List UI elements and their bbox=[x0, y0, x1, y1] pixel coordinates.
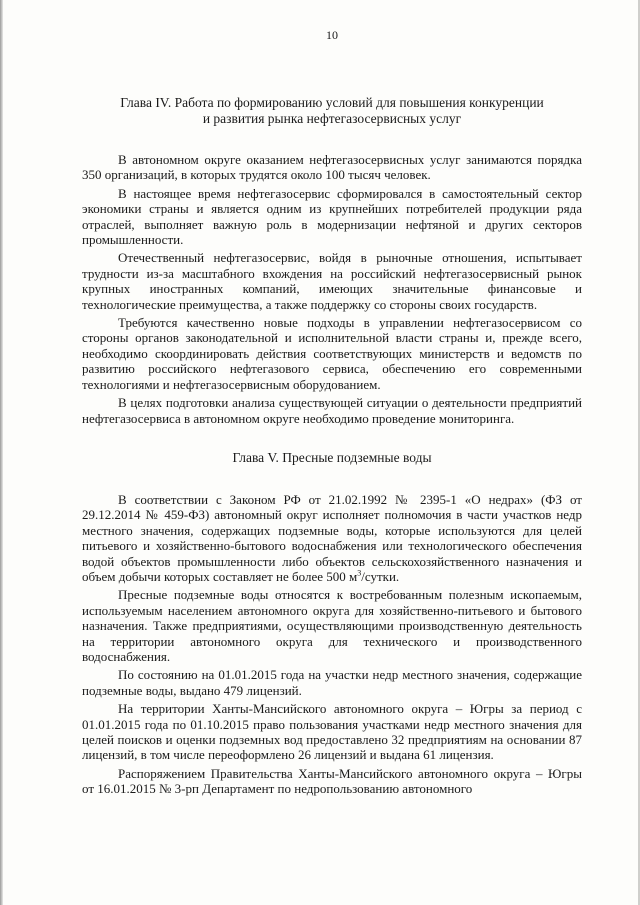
page-number: 10 bbox=[326, 28, 338, 42]
chapter-4-paragraph: В целях подготовки анализа существующей ситуации о деятельности предприятий нефтегазосервиса в автономном округе необходимо проведение мониторинга. bbox=[82, 395, 582, 426]
chapter-4-paragraph: Отечественный нефтегазосервис, войдя в рыночные отношения, испытывает трудности из-за масштабного вхождения на российский нефтегазосервисный рынок крупных иностранных компаний, имеющих значительные финансовые и технологические преимущества, а также поддержку со стороны своих государств. bbox=[82, 250, 582, 312]
law-paragraph-tail: /сутки. bbox=[361, 568, 400, 584]
chapter-5-title: Глава V. Пресные подземные воды bbox=[232, 449, 432, 465]
chapter-4-paragraph: В настоящее время нефтегазосервис сформировался в самостоятельный сектор экономики страны и является одним из крупнейших потребителей продукции ряда отраслей, выполняет важную роль в модернизации нефтяной и других секторов промышленности. bbox=[82, 185, 582, 248]
cubic-superscript: 3 bbox=[357, 568, 362, 578]
chapter-5-paragraph: Пресные подземные воды относятся к востребованным полезным ископаемым, используемым населением автономного округа для хозяйственно-питьевого и бытового назначения. Также предприятиями, осуществляющими производственную деятельность на территории автономного округа для технического и производственного водоснабжения. bbox=[82, 587, 582, 664]
law-paragraph-text: В соответствии с Законом РФ от 21.02.1992 № 2395-1 «О недрах» (ФЗ от 29.12.2014 № 459-ФЗ) автономный округ исполняет полномочия в части участков недр местного значения, содержащих подземные воды, которые используются для целей питьевого и хозяйственно-бытового водоснабжения или технологического обеспечения водой объектов промышленности либо объектов сельскохозяйственного назначения и объем добычи которых составляет не более 500 м bbox=[82, 491, 582, 584]
chapter-5-paragraph: По состоянию на 01.01.2015 года на участки недр местного значения, содержащие подземные воды, выдано 479 лицензий. bbox=[82, 667, 582, 698]
chapter-4-title-line-2: и развития рынка нефтегазосервисных услуг bbox=[202, 111, 462, 126]
chapter-5-paragraph-law bbox=[82, 492, 582, 584]
chapter-4-paragraph: Требуются качественно новые подходы в управлении нефтегазосервисом со стороны органов законодательной и исполнительной власти страны и, прежде всего, необходимо скоординировать действия соответствующих министерств и ведомств по развитию российского нефтегазового сервиса, обеспечению его современными технологиями и нефтегазосервисным оборудованием. bbox=[82, 315, 582, 392]
chapter-4-title bbox=[82, 95, 582, 127]
chapter-5-paragraph: Распоряжением Правительства Ханты-Мансийского автономного округа – Югры от 16.01.2015 № 3-рп Департамент по недропользованию автономного bbox=[82, 765, 582, 797]
chapter-5-paragraph: На территории Ханты-Мансийского автономного округа – Югры за период с 01.01.2015 года по 01.10.2015 право пользования участками недр местного значения для целей поисков и оценки подземных вод предоставлено 32 предприятиям на основании 87 лицензий, в том числе переоформлено 26 лицензий и выдана 61 лицензия. bbox=[82, 701, 582, 763]
chapter-4-title-line-1: Глава IV. Работа по формированию условий для повышения конкуренции bbox=[120, 95, 544, 110]
chapter-4-paragraph: В автономном округе оказанием нефтегазосервисных услуг занимаются порядка 350 организаций, в которых трудятся около 100 тысяч человек. bbox=[82, 152, 582, 183]
